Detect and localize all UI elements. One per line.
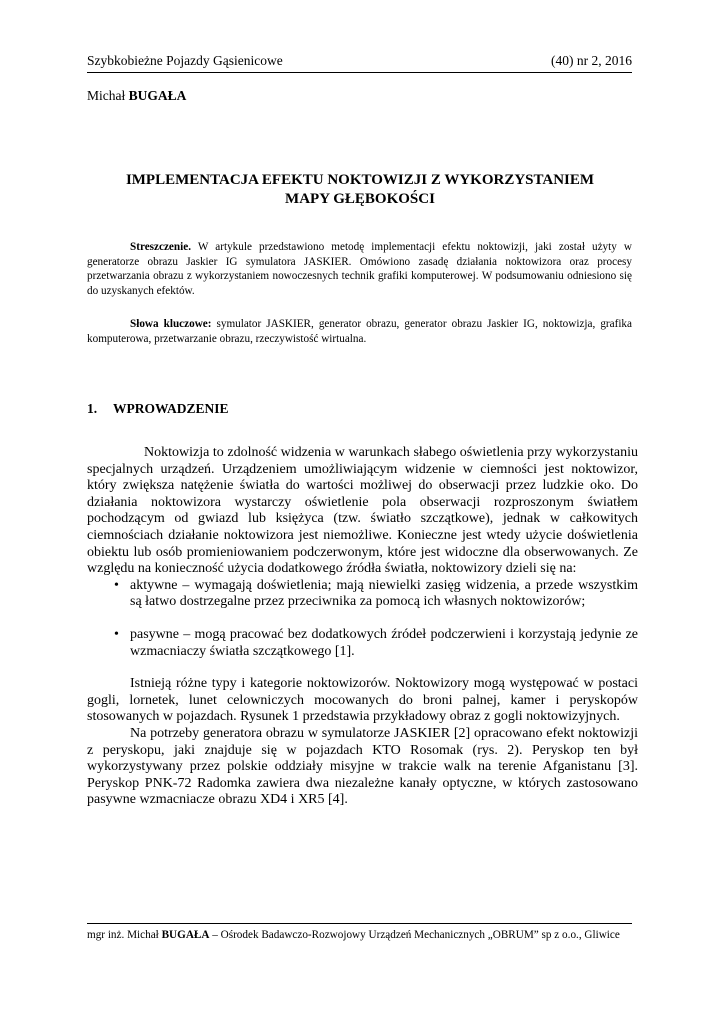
footnote [87, 928, 632, 943]
keywords [87, 317, 632, 346]
section-number: 1. [87, 401, 98, 416]
title-line-2: MAPY GŁĘBOKOŚCI [285, 191, 435, 207]
paragraph-2: Istnieją różne typy i kategorie noktowizorów. Noktowizory mogą występować w postaci gogli, lornetek, lunet celowniczych mocowanych do broni palnej, kamer i peryskopów stosowanych w pojazdach. Rysunek 1 przedstawia przykładowy obraz z gogli noktowizyjnych. [87, 676, 638, 725]
title-line-1: IMPLEMENTACJA EFEKTU NOKTOWIZJI Z WYKORZYSTANIEM [125, 172, 595, 188]
list-item-text: aktywne – wymagają doświetlenia; mają niewielki zasięg widzenia, a przede wszystkim są łatwo dostrzegalne przez przeciwnika za pomocą ich własnych noktowizorów; [130, 577, 638, 610]
author-first-name: Michał [87, 88, 126, 103]
keywords-text: symulator JASKIER, generator obrazu, generator obrazu Jaskier IG, noktowizja, grafika komputerowa, przetwarzanie obrazu, rzeczywistość wirtualna. [87, 318, 632, 345]
footnote-rule [87, 923, 632, 924]
section-heading [87, 401, 229, 417]
bullet-list [87, 578, 638, 660]
abstract-label: Streszczenie. [130, 241, 191, 253]
footnote-prefix: mgr inż. Michał [87, 929, 162, 941]
footnote-affiliation: – Ośrodek Badawczo-Rozwojowy Urządzeń Mechanicznych „OBRUM” sp z o.o., Gliwice [209, 929, 620, 941]
journal-name: Szybkobieżne Pojazdy Gąsienicowe [87, 53, 283, 68]
bullet-icon: • [114, 577, 119, 593]
bullet-icon: • [114, 626, 119, 642]
paper-title [80, 171, 640, 209]
author-last-name: BUGAŁA [128, 88, 187, 103]
running-header [87, 53, 632, 73]
footnote-name: BUGAŁA [161, 929, 210, 941]
abstract [87, 240, 632, 298]
body-text [87, 445, 638, 809]
list-item-text: pasywne – mogą pracować bez dodatkowych źródeł podczerwieni i korzystają jedynie ze wzmacniaczy światła szczątkowego [1]. [130, 626, 638, 659]
paragraph-3: Na potrzeby generatora obrazu w symulatorze JASKIER [2] opracowano efekt noktowizji z peryskopu, jaki znajduje się w pojazdach KTO Rosomak (rys. 2). Peryskop ten był wykorzystywany przez polskie oddziały misyjne w trakcie walk na terenie Afganistanu [3]. Peryskop PNK-72 Radomka zawiera dwa niezależne kanały optyczne, w których zastosowano pasywne wzmacniacze obrazu XD4 i XR5 [4]. [87, 725, 638, 808]
paragraph-1: Noktowizja to zdolność widzenia w warunkach słabego oświetlenia przy wykorzystaniu specjalnych urządzeń. Urządzeniem umożliwiającym widzenie w ciemności jest noktowizor, który zwiększa natężenie światła do wartości możliwej do obserwacji przez ludzkie oko. Do działania noktowizora wystarczy oświetlenie pola obserwacji rozproszonym światłem pochodzącym od gwiazd lub księżyca (tzw. światło szczątkowe), jednak w całkowitych ciemnościach działanie noktowizora jest niemożliwe. Konieczne jest wtedy użycie doświetlenia obiektu lub osób promieniowaniem podczerwonym, które jest widoczne dla obserwowanych. Ze względu na konieczność użycia dodatkowego źródła światła, noktowizory dzieli się na: [87, 445, 638, 577]
keywords-label: Słowa kluczowe: [130, 318, 212, 330]
list-item [87, 578, 638, 611]
issue-number: (40) nr 2, 2016 [551, 53, 632, 68]
abstract-text: W artykule przedstawiono metodę implementacji efektu noktowizji, jaki został użyty w generatorze obrazu Jaskier IG symulatora JASKIER. Omówiono zasadę działania noktowizora oraz procesy przetwarzania obrazu z wykorzystaniem nowoczesnych technik grafiki komputerowej. W podsumowaniu odniesiono się do uzyskanych efektów. [87, 241, 632, 297]
list-item [87, 627, 638, 660]
author-name [87, 88, 186, 104]
section-title: WPROWADZENIE [113, 401, 229, 416]
